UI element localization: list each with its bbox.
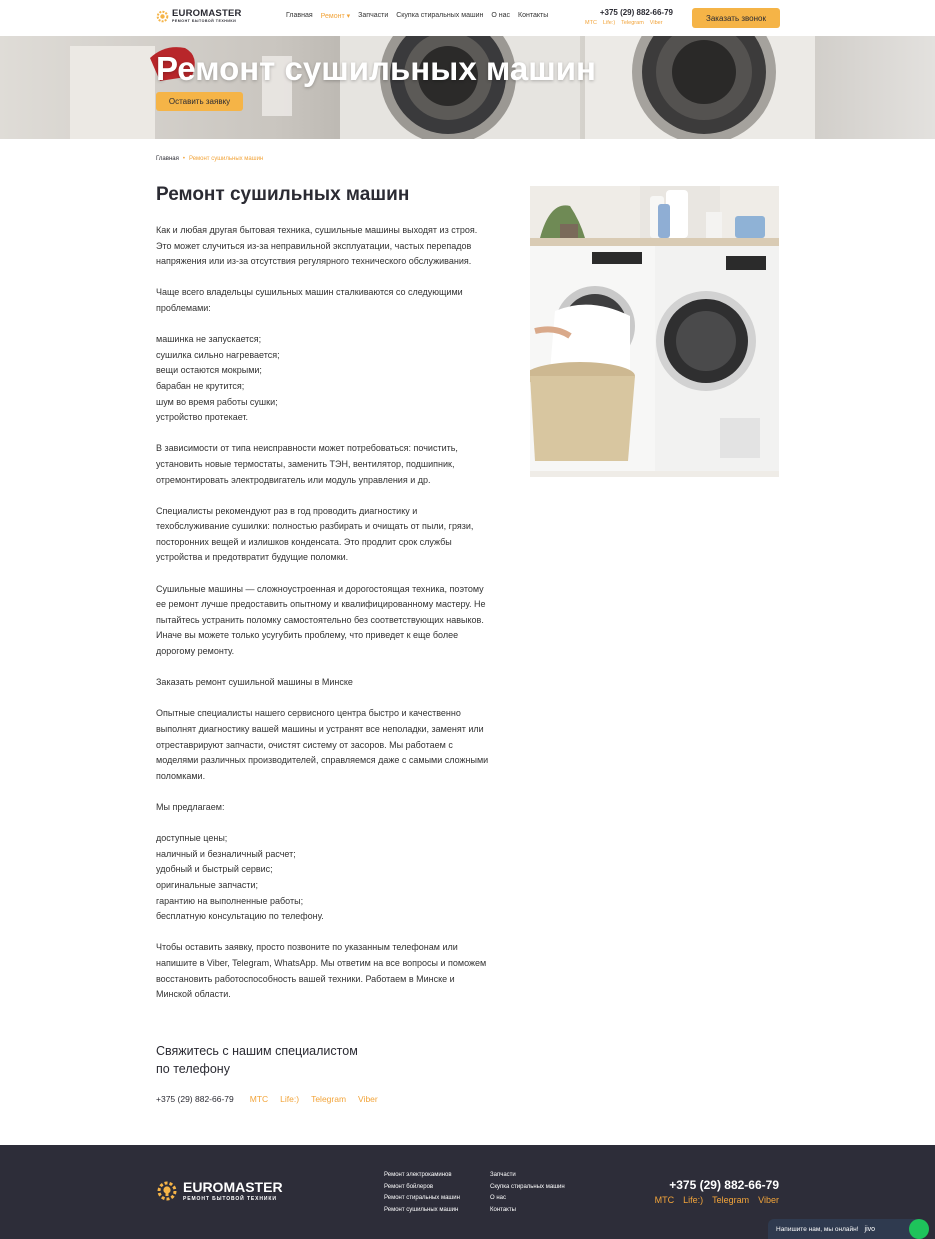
- gear-bulb-icon: [156, 10, 169, 23]
- article-paragraph: [156, 940, 516, 1002]
- article-line: Заказать ремонт сушильной машины в Минске: [156, 677, 353, 688]
- hero-banner: [0, 36, 935, 139]
- article-line: Это может случиться из-за неправильной эксплуатации, частых перепадов: [156, 240, 472, 251]
- footer-phone[interactable]: +375 (29) 882-66-79: [669, 1178, 779, 1192]
- article-line: наличный и безналичный расчет;: [156, 848, 296, 859]
- nav-item-about[interactable]: О нас: [491, 12, 511, 19]
- footer-link-parts[interactable]: Запчасти: [490, 1172, 516, 1178]
- article-line: восстановить работоспособность вашей техники. Работаем в Минске и: [156, 973, 455, 984]
- article-line: Сушильные машины — сложноустроенная и дорогостоящая техника, поэтому: [156, 583, 484, 594]
- contact-row: [156, 1094, 390, 1104]
- article-line: сушилка сильно нагревается;: [156, 349, 280, 360]
- footer-logo-subtitle: РЕМОНТ БЫТОВОЙ ТЕХНИКИ: [183, 1196, 277, 1202]
- contact-operator-telegram[interactable]: Telegram: [311, 1094, 347, 1104]
- article-paragraph: [156, 223, 516, 270]
- footer-operator-mts[interactable]: МТС: [654, 1195, 675, 1205]
- article-line: удобный и быстрый сервис;: [156, 864, 273, 875]
- footer-info-column: [490, 1170, 565, 1217]
- footer-operators: [655, 1195, 779, 1205]
- article-line: отремонтировать электродвигатель или модуль управления и др.: [156, 474, 431, 485]
- article-line: посторонних вещей и излишков конденсата. Это продлит срок службы: [156, 536, 452, 547]
- footer-link-contacts[interactable]: Контакты: [490, 1207, 516, 1214]
- article-line: ее ремонт лучше предоставить опытному и квалифицированному мастеру. Не: [156, 599, 486, 610]
- article-line: оригинальные запчасти;: [156, 879, 259, 890]
- nav-item-contacts[interactable]: Контакты: [518, 12, 549, 19]
- article-line: В зависимости от типа неисправности может потребоваться: почистить,: [156, 443, 458, 454]
- article-line: машинка не запускается;: [156, 334, 262, 345]
- article-paragraph: [156, 504, 516, 566]
- site-header: [0, 0, 935, 36]
- contact-title: [156, 1042, 396, 1078]
- article-line: дорогому ремонту.: [156, 646, 235, 657]
- article-line: барабан не крутится;: [156, 380, 245, 391]
- footer-operator-viber[interactable]: Viber: [758, 1195, 779, 1205]
- article-line: шум во время работы сушки;: [156, 396, 278, 407]
- contact-title-line-2: по телефону: [156, 1062, 230, 1076]
- breadcrumb-home[interactable]: Главная: [156, 156, 179, 162]
- contact-operator-life[interactable]: Life:): [280, 1094, 300, 1104]
- dryer-photo: [530, 186, 779, 477]
- article-line: напряжения или из-за отсутствия регулярного технического обслуживания.: [156, 256, 472, 267]
- article-line: пытайтесь устранить поломку самостоятельно без соответствующих навыков.: [156, 614, 484, 625]
- header-operator-telegram[interactable]: Telegram: [621, 20, 644, 26]
- contact-operator-mts[interactable]: МТС: [249, 1094, 269, 1104]
- breadcrumb-separator: •: [182, 156, 185, 162]
- article-line: Специалисты рекомендуют раз в год проводить диагностику и: [156, 505, 418, 516]
- article-paragraph: [156, 831, 516, 925]
- header-phone[interactable]: +375 (29) 882-66-79: [599, 8, 673, 17]
- chat-widget-text: Напишите нам, мы онлайн!: [776, 1225, 859, 1233]
- article-body: [156, 223, 516, 1018]
- footer-link-washers[interactable]: Ремонт стиральных машин: [384, 1195, 460, 1202]
- chat-widget[interactable]: [768, 1219, 923, 1239]
- article-line: вещи остаются мокрыми;: [156, 365, 262, 376]
- breadcrumb-current: Ремонт сушильных машин: [188, 156, 264, 162]
- nav-item-home[interactable]: Главная: [286, 12, 313, 19]
- nav-item-repair[interactable]: Ремонт ▾: [320, 13, 351, 20]
- article-line: устройства и предотвратит будущие поломки.: [156, 552, 349, 563]
- article-paragraph: [156, 582, 516, 660]
- main-nav: [286, 12, 548, 20]
- chat-status-icon: [909, 1219, 929, 1239]
- footer-services-column: [384, 1170, 460, 1217]
- article-paragraph: [156, 285, 516, 316]
- article-line: отреставрируют запчасти, очистят систему от засоров. Мы работаем с: [156, 739, 453, 750]
- footer-logo-name: EUROMASTER: [183, 1179, 283, 1195]
- chat-widget-brand: jivo: [864, 1225, 876, 1233]
- article-line: поломками.: [156, 770, 206, 781]
- header-logo[interactable]: [156, 9, 242, 23]
- article-line: Мы предлагаем:: [156, 801, 225, 812]
- header-operator-viber[interactable]: Viber: [649, 20, 663, 26]
- article-line: напишите в Viber, Telegram, WhatsApp. Мы ответим на все вопросы и поможем: [156, 957, 487, 968]
- footer-gear-bulb-icon: [156, 1180, 178, 1202]
- logo-name: EUROMASTER: [172, 8, 242, 19]
- hero-title: Ремонт сушильных машин: [156, 50, 596, 87]
- article-line: Как и любая другая бытовая техника, сушильные машины выходят из строя.: [156, 225, 478, 235]
- logo-subtitle: РЕМОНТ БЫТОВОЙ ТЕХНИКИ: [172, 18, 237, 23]
- contact-operator-viber[interactable]: Viber: [358, 1094, 378, 1104]
- article-paragraph: [156, 675, 516, 691]
- article-paragraph: [156, 706, 516, 784]
- article-line: Минской области.: [156, 989, 231, 1000]
- footer-operator-telegram[interactable]: Telegram: [712, 1195, 750, 1205]
- order-call-button[interactable]: Заказать звонок: [692, 8, 780, 28]
- article-line: Иначе вы можете только усугубить проблему, что приведет к еще более: [156, 630, 459, 641]
- leave-request-button[interactable]: Оставить заявку: [156, 92, 243, 111]
- article-line: доступные цены;: [156, 833, 228, 844]
- article-line: гарантию на выполненные работы;: [156, 895, 304, 906]
- footer-link-fireplaces[interactable]: Ремонт электрокаминов: [384, 1172, 452, 1178]
- article-line: устройство протекает.: [156, 412, 249, 423]
- contact-phone[interactable]: +375 (29) 882-66-79: [156, 1094, 234, 1104]
- article-paragraph: [156, 441, 516, 488]
- article-line: Чтобы оставить заявку, просто позвоните по указанным телефонам или: [156, 942, 458, 953]
- article-line: Опытные специалисты нашего сервисного центра быстро и качественно: [156, 708, 461, 719]
- footer-link-dryers[interactable]: Ремонт сушильных машин: [384, 1207, 459, 1214]
- footer-logo[interactable]: [156, 1180, 283, 1202]
- article-line: выполнят диагностику вашей машины и устранят все неполадки, заменят или: [156, 724, 484, 734]
- breadcrumb: [156, 156, 263, 162]
- header-operator-life[interactable]: Life:): [602, 20, 616, 26]
- page-title: Ремонт сушильных машин: [156, 184, 410, 205]
- footer-operator-life[interactable]: Life:): [683, 1195, 704, 1205]
- article-line: проблемами:: [156, 302, 211, 313]
- article-line: установить новые термостаты, заменить ТЭН, вентилятор, подшипник,: [156, 458, 455, 469]
- article-line: Чаще всего владельцы сушильных машин сталкиваются со следующими: [156, 287, 463, 298]
- article-paragraph: [156, 332, 516, 426]
- article-paragraph: [156, 800, 516, 816]
- footer-link-boilers[interactable]: Ремонт бойлеров: [384, 1183, 434, 1190]
- contact-title-line-1: Свяжитесь с нашим специалистом: [156, 1044, 358, 1058]
- dryer-illustration: [530, 186, 779, 477]
- article-line: моделями различных производителей, справляемся даже с самыми сложными: [156, 755, 489, 766]
- footer-link-buyback[interactable]: Скупка стиральных машин: [490, 1183, 565, 1190]
- nav-item-buyback[interactable]: Скупка стиральных машин: [396, 12, 484, 19]
- header-contacts: [585, 8, 675, 26]
- footer-link-about[interactable]: О нас: [490, 1195, 506, 1202]
- article-line: техобслуживание сушилки: полностью разбирать и очищать от пыли, грязи,: [156, 521, 474, 532]
- article-line: бесплатную консультацию по телефону.: [156, 911, 324, 922]
- header-operator-mts[interactable]: МТС: [585, 20, 597, 26]
- nav-item-parts[interactable]: Запчасти: [358, 12, 389, 19]
